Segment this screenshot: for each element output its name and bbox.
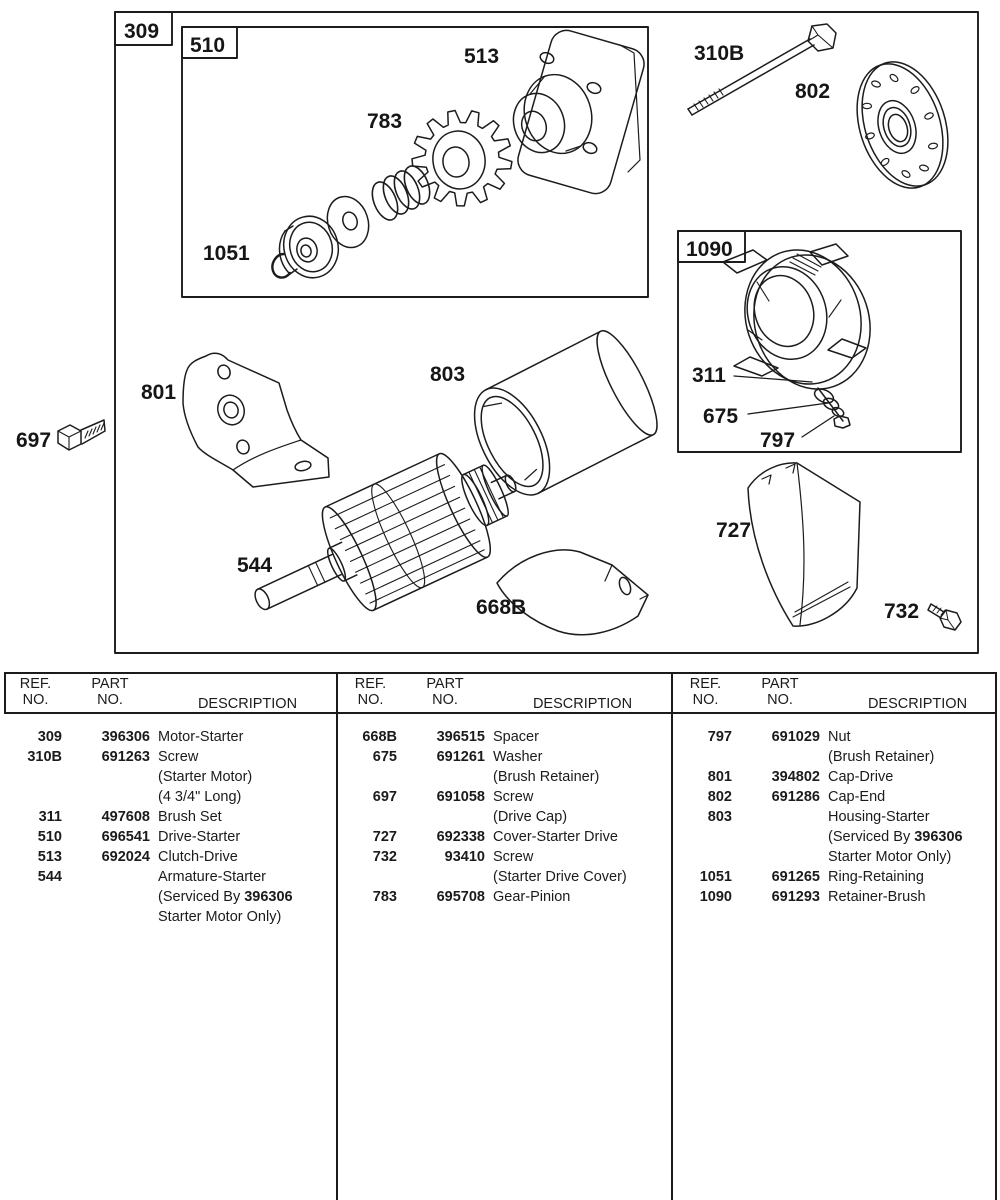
ref-no-cell: 310B (27, 749, 62, 765)
table-row (9, 787, 337, 807)
ref-no-cell: 510 (37, 829, 62, 845)
description-cell: Nut (828, 729, 851, 745)
ref-no-cell: 803 (707, 809, 732, 825)
screw-732 (928, 604, 961, 630)
part-no-cell (405, 807, 485, 827)
part-no-cell: 691058 (436, 789, 485, 805)
callout-544: 544 (237, 554, 273, 577)
parts-table-group-2 (344, 672, 672, 907)
table-row (9, 767, 337, 787)
table-row (679, 847, 1000, 867)
drive-washer (321, 191, 375, 253)
description-cell: Washer (493, 749, 543, 765)
table-row (9, 847, 337, 867)
part-no-cell (740, 747, 820, 767)
ref-no-cell: 1051 (699, 869, 732, 885)
part-no-cell: 691286 (771, 789, 820, 805)
ref-no-cell: 309 (37, 729, 62, 745)
part-no-cell: 692024 (101, 849, 150, 865)
description-cell: (Starter Motor) (158, 769, 253, 785)
description-cell: Cover-Starter Drive (493, 829, 618, 845)
ref-no-cell: 544 (37, 869, 62, 885)
ref-no-cell (9, 767, 62, 787)
table-row (344, 887, 672, 907)
ref-no-cell: 675 (372, 749, 397, 765)
leader-675 (748, 403, 828, 414)
callout-310B: 310B (694, 42, 745, 65)
ref-no-cell: 801 (707, 769, 732, 785)
callout-802: 802 (795, 80, 831, 103)
drive-starter-retainer (277, 210, 345, 284)
ref-no-cell: 311 (38, 809, 62, 825)
gear-pinion-outline (412, 111, 512, 206)
description-cell: Clutch-Drive (158, 849, 238, 865)
ref-no-cell (9, 787, 62, 807)
ref-no-cell: 513 (37, 849, 62, 865)
header-description: DESCRIPTION (867, 696, 968, 712)
header-ref-no: REF. NO. (19, 676, 52, 708)
parts-table-group-1 (9, 672, 337, 927)
cap-end-802 (842, 51, 963, 199)
description-cell: Armature-Starter (158, 869, 266, 885)
description-cell: Screw (493, 849, 534, 865)
table-row (344, 727, 672, 747)
callout-801: 801 (141, 381, 177, 404)
table-row (9, 907, 337, 927)
part-no-cell (70, 867, 150, 887)
header-ref-no: REF. NO. (354, 676, 387, 708)
callout-797: 797 (760, 429, 796, 452)
table-row (679, 867, 1000, 887)
ref-no-cell: 697 (372, 789, 397, 805)
ref-no-cell: 732 (372, 849, 397, 865)
ref-no-cell (679, 747, 732, 767)
part-no-cell: 692338 (436, 829, 485, 845)
callout-727: 727 (716, 519, 752, 542)
description-cell: (Starter Drive Cover) (493, 869, 627, 885)
part-no-cell: 691263 (101, 749, 150, 765)
ref-no-cell (679, 827, 732, 847)
table-row (679, 807, 1000, 827)
description-cell: Starter Motor Only) (828, 849, 952, 865)
part-no-cell: 695708 (436, 889, 485, 905)
table-row (344, 827, 672, 847)
ref-no-cell (344, 867, 397, 887)
ref-no-cell: 797 (707, 729, 732, 745)
part-no-cell: 691261 (436, 749, 485, 765)
description-cell: Retainer-Brush (828, 889, 926, 905)
cap-drive-801 (183, 353, 329, 487)
description-cell: (Serviced By 396306 (828, 829, 963, 845)
screw-697 (58, 420, 105, 450)
description-cell: Brush Set (158, 809, 222, 825)
header-description: DESCRIPTION (197, 696, 298, 712)
description-cell: Starter Motor Only) (158, 909, 282, 925)
description-cell: Screw (493, 789, 534, 805)
parts-table-group-3 (679, 672, 1000, 907)
header-part-no: PART NO. (761, 676, 799, 708)
header-part-no: PART NO. (91, 676, 129, 708)
part-no-cell (70, 907, 150, 927)
table-row (679, 827, 1000, 847)
part-no-cell (740, 827, 820, 847)
armature-starter-544 (233, 430, 539, 653)
callout-311: 311 (692, 364, 726, 387)
callout-732: 732 (884, 600, 920, 623)
table-row (9, 827, 337, 847)
part-no-cell: 696541 (101, 829, 150, 845)
description-cell: Motor-Starter (158, 729, 244, 745)
part-no-cell (70, 887, 150, 907)
table-row (344, 787, 672, 807)
ref-no-cell: 802 (707, 789, 732, 805)
ref-no-cell (9, 907, 62, 927)
table-row (679, 747, 1000, 767)
callout-668B: 668B (476, 596, 527, 619)
table-row (9, 727, 337, 747)
gear-pinion-783 (412, 111, 512, 206)
leader-311 (734, 376, 812, 382)
part-no-cell: 497608 (101, 809, 150, 825)
description-cell: Spacer (493, 729, 539, 745)
callout-1051: 1051 (203, 242, 250, 265)
table-row (9, 747, 337, 767)
callout-783: 783 (367, 110, 403, 133)
description-cell: Screw (158, 749, 199, 765)
ref-no-cell: 668B (362, 729, 397, 745)
part-no-cell (740, 807, 820, 827)
table-rows (344, 727, 672, 907)
table-row (344, 747, 672, 767)
callout-697: 697 (16, 429, 52, 452)
table-row (679, 787, 1000, 807)
table-row (344, 867, 672, 887)
brush-1090-label: 1090 (686, 238, 733, 261)
header-ref-no: REF. NO. (689, 676, 722, 708)
description-cell: Housing-Starter (828, 809, 930, 825)
table-rows (9, 727, 337, 927)
table-row (344, 767, 672, 787)
part-no-cell: 691029 (771, 729, 820, 745)
table-row (679, 727, 1000, 747)
table-row (679, 767, 1000, 787)
table-header (679, 672, 1000, 713)
drive-spring (367, 162, 434, 223)
part-no-cell: 396515 (436, 729, 485, 745)
part-no-cell: 93410 (444, 849, 485, 865)
ref-no-cell (344, 807, 397, 827)
housing-starter-803 (459, 324, 668, 507)
table-header (9, 672, 337, 713)
description-cell: Gear-Pinion (493, 889, 571, 905)
spacer-668B (497, 550, 648, 635)
description-cell: Ring-Retaining (828, 869, 924, 885)
description-cell: Cap-Drive (828, 769, 894, 785)
part-no-cell (70, 787, 150, 807)
table-header (344, 672, 672, 713)
description-cell: (Drive Cap) (493, 809, 568, 825)
description-cell: Drive-Starter (158, 829, 241, 845)
drive-510-label: 510 (190, 34, 226, 57)
part-no-cell: 691293 (771, 889, 820, 905)
part-no-cell (70, 767, 150, 787)
table-rows (679, 727, 1000, 907)
part-no-cell (740, 847, 820, 867)
callout-675: 675 (703, 405, 739, 428)
part-no-cell: 396306 (101, 729, 150, 745)
part-no-cell (405, 767, 485, 787)
table-row (344, 847, 672, 867)
assembly-309-label: 309 (124, 20, 160, 43)
description-cell: (Brush Retainer) (493, 769, 600, 785)
description-cell: Cap-End (828, 789, 886, 805)
table-row (9, 887, 337, 907)
table-row (344, 807, 672, 827)
table-row (9, 867, 337, 887)
table-left-border (4, 672, 6, 714)
header-part-no: PART NO. (426, 676, 464, 708)
description-cell: (Brush Retainer) (828, 749, 935, 765)
ref-no-cell: 1090 (699, 889, 732, 905)
ref-no-cell: 783 (372, 889, 397, 905)
ref-no-cell (679, 847, 732, 867)
ref-no-cell (9, 887, 62, 907)
ref-no-cell (344, 767, 397, 787)
callout-513: 513 (464, 45, 500, 68)
table-row (9, 807, 337, 827)
cover-starter-drive-727 (748, 463, 860, 626)
header-description: DESCRIPTION (532, 696, 633, 712)
retainer-brush-assembly (723, 235, 887, 428)
part-no-cell (405, 867, 485, 887)
clutch-drive-513 (506, 27, 648, 198)
description-cell: (Serviced By 396306 (158, 889, 293, 905)
table-row (679, 887, 1000, 907)
leader-797 (802, 416, 834, 437)
part-no-cell: 691265 (771, 869, 820, 885)
drive-510-box (182, 27, 648, 297)
part-no-cell: 394802 (771, 769, 820, 785)
ref-no-cell: 727 (372, 829, 397, 845)
callout-803: 803 (430, 363, 466, 386)
description-cell: (4 3/4" Long) (158, 789, 242, 805)
